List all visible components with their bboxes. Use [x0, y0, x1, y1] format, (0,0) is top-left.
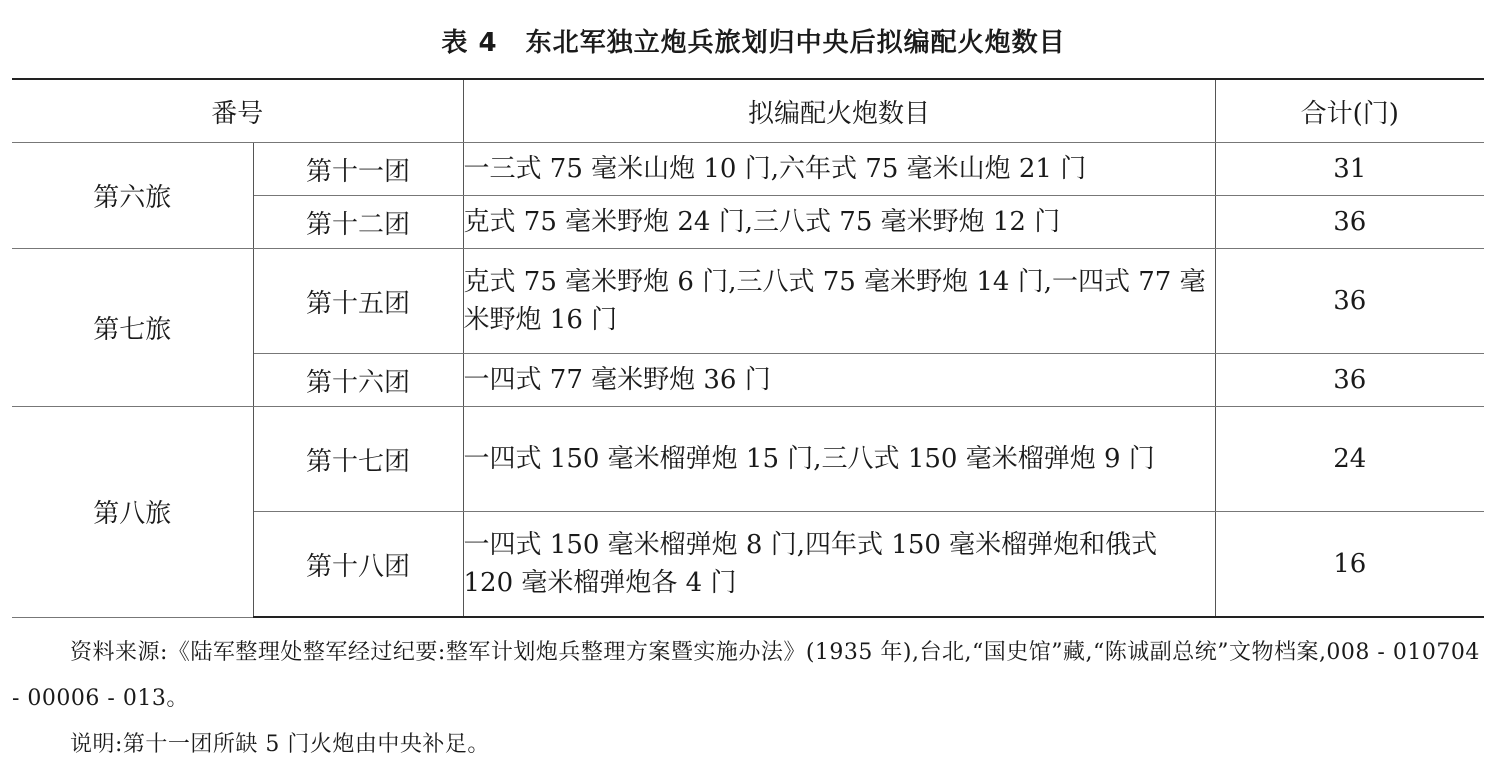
brigade-cell: 第八旅 — [12, 407, 253, 618]
header-artillery: 拟编配火炮数目 — [463, 79, 1215, 143]
regiment-cell: 第十五团 — [253, 249, 463, 354]
header-total: 合计(门) — [1215, 79, 1484, 143]
artillery-cell: 一三式 75 毫米山炮 10 门,六年式 75 毫米山炮 21 门 — [463, 143, 1215, 196]
table-title — [0, 22, 1507, 59]
table-row — [12, 143, 1484, 196]
regiment-cell: 第十八团 — [253, 512, 463, 618]
table-number: 表 4 — [441, 28, 498, 58]
table-row — [12, 407, 1484, 512]
header-unit: 番号 — [12, 79, 463, 143]
table-caption: 东北军独立炮兵旅划归中央后拟编配火炮数目 — [525, 28, 1066, 58]
total-cell: 16 — [1215, 512, 1484, 618]
artillery-cell: 一四式 150 毫米榴弹炮 15 门,三八式 150 毫米榴弹炮 9 门 — [463, 407, 1215, 512]
total-cell: 31 — [1215, 143, 1484, 196]
regiment-cell: 第十六团 — [253, 354, 463, 407]
total-cell: 36 — [1215, 354, 1484, 407]
total-cell: 24 — [1215, 407, 1484, 512]
table-notes — [12, 630, 1484, 768]
brigade-cell: 第七旅 — [12, 249, 253, 407]
regiment-cell: 第十七团 — [253, 407, 463, 512]
artillery-cell: 克式 75 毫米野炮 6 门,三八式 75 毫米野炮 14 门,一四式 77 毫米野炮 16 门 — [463, 249, 1215, 354]
regiment-cell: 第十二团 — [253, 196, 463, 249]
source-note: 资料来源:《陆军整理处整军经过纪要:整军计划炮兵整理方案暨实施办法》(1935 年),台北,“国史馆”藏,“陈诚副总统”文物档案,008 - 010704 - 00006 - 013。 — [12, 640, 1480, 711]
artillery-cell: 一四式 150 毫米榴弹炮 8 门,四年式 150 毫米榴弹炮和俄式 120 毫米榴弹炮各 4 门 — [463, 512, 1215, 618]
header-row — [12, 79, 1484, 143]
regiment-cell: 第十一团 — [253, 143, 463, 196]
explanation-note: 说明:第十一团所缺 5 门火炮由中央补足。 — [70, 732, 490, 757]
total-cell: 36 — [1215, 249, 1484, 354]
artillery-table — [12, 78, 1484, 618]
artillery-cell: 一四式 77 毫米野炮 36 门 — [463, 354, 1215, 407]
total-cell: 36 — [1215, 196, 1484, 249]
brigade-cell: 第六旅 — [12, 143, 253, 249]
table-row — [12, 249, 1484, 354]
artillery-cell: 克式 75 毫米野炮 24 门,三八式 75 毫米野炮 12 门 — [463, 196, 1215, 249]
